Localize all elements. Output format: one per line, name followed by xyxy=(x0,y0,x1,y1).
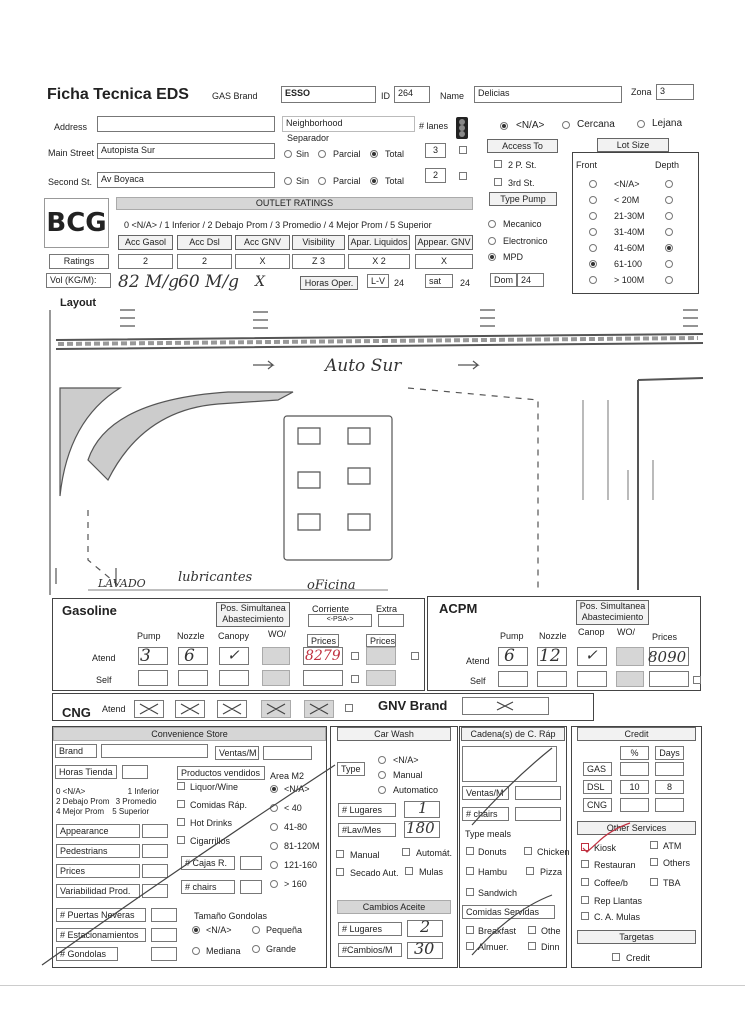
meal-chicken-label: Chicken xyxy=(537,847,570,857)
main-street-label: Main Street xyxy=(48,148,95,158)
second-total-radio[interactable] xyxy=(370,177,378,185)
convenience-store-title: Convenience Store xyxy=(53,727,326,741)
main-sin-label: Sin xyxy=(296,149,310,159)
store-chairs-label: # chairs xyxy=(181,880,235,894)
outlet-ratings-title: OUTLET RATINGS xyxy=(116,197,473,210)
store-estac-label: # Estacionamientos xyxy=(56,928,146,942)
gasoline-self-label: Self xyxy=(96,675,112,685)
address-label: Address xyxy=(54,122,88,132)
layout-street-label: Auto Sur xyxy=(325,356,402,376)
lot-depth-label: Depth xyxy=(655,160,680,170)
lot-size-label: 31-40M xyxy=(614,227,645,237)
meal-hambu-label: Hambu xyxy=(478,867,508,877)
store-product-label: Comidas Ráp. xyxy=(190,800,248,810)
lot-depth-radio[interactable] xyxy=(665,180,673,188)
vol-gnv-value: X xyxy=(255,274,265,290)
gasoline-psa-field[interactable]: <-PSA-> xyxy=(308,614,372,627)
car-wash-manual-radio[interactable] xyxy=(378,771,386,779)
acpm-prices-label: Prices xyxy=(652,632,678,642)
rating-column-header: Acc Dsl xyxy=(177,235,232,250)
layout-lubricantes-label: lubricantes xyxy=(178,570,253,585)
cadena-comidas-label: Comidas Servidas xyxy=(462,905,555,919)
store-scale-4: 4 Mejor Prom xyxy=(56,807,105,816)
store-rating-label: Prices xyxy=(56,864,140,878)
gasoline-wo-field[interactable] xyxy=(262,647,290,665)
lv-label: L-V xyxy=(367,274,389,288)
acpm-price-value: 8090 xyxy=(648,648,687,666)
lot-depth-radio[interactable] xyxy=(665,276,673,284)
kiosk-label: Kiosk xyxy=(594,843,617,853)
gasoline-extra-checkbox[interactable] xyxy=(411,652,419,660)
store-brand-label: Brand xyxy=(55,744,97,758)
acpm-atend-label: Atend xyxy=(466,656,490,666)
two-p-st-label: 2 P. St. xyxy=(508,160,537,170)
car-wash-type-label: Type xyxy=(337,762,365,776)
car-wash-lav-value: 180 xyxy=(406,819,435,837)
car-wash-auto-label: Automatico xyxy=(393,785,439,795)
ratings-label: Ratings xyxy=(49,254,109,269)
main-sin-radio[interactable] xyxy=(284,150,292,158)
targetas-title: Targetas xyxy=(577,930,696,944)
car-wash-lugares-value: 1 xyxy=(418,799,428,817)
store-scale-1: 1 Inferior xyxy=(127,787,160,796)
others-label: Others xyxy=(663,858,691,868)
second-lanes-checkbox[interactable] xyxy=(459,172,467,180)
lv-value: 24 xyxy=(394,278,405,288)
store-neveras-label: # Puertas Neveras xyxy=(56,908,146,922)
rating-column-header: Acc GNV xyxy=(235,235,290,250)
pump-electronico-label: Electronico xyxy=(503,236,548,246)
lot-front-radio[interactable] xyxy=(589,196,597,204)
gnv-brand-cross xyxy=(495,700,515,712)
credit-gas-days[interactable] xyxy=(655,762,684,776)
rating-value-field[interactable]: X xyxy=(235,254,290,269)
rating-column-header: Visibility xyxy=(292,235,345,250)
second-total-label: Total xyxy=(385,176,405,186)
car-wash-title: Car Wash xyxy=(337,727,451,741)
gasoline-self-extra[interactable] xyxy=(366,670,396,686)
layout-lavado-label: LAVADO xyxy=(98,577,146,590)
second-sin-radio[interactable] xyxy=(284,177,292,185)
cambios-mes-label: #Cambios/M xyxy=(338,943,402,957)
store-area-label: Area M2 xyxy=(270,771,305,781)
cadena-title: Cadena(s) de C. Ráp xyxy=(461,727,565,741)
zona-label: Zona xyxy=(631,87,652,97)
atm-label: ATM xyxy=(663,841,682,851)
traffic-light-icon xyxy=(454,116,470,140)
gasoline-nozzle-value: 6 xyxy=(184,646,195,666)
gasoline-pump-value: 3 xyxy=(140,646,151,666)
second-parcial-radio[interactable] xyxy=(318,177,326,185)
car-wash-lugares-label: # Lugares xyxy=(338,803,396,817)
coffee-checkbox[interactable] xyxy=(581,878,589,886)
name-label: Name xyxy=(440,91,465,101)
cambios-aceite-title: Cambios Aceite xyxy=(337,900,451,914)
lot-size-label: < 20M xyxy=(614,195,640,205)
rating-value-field[interactable]: X xyxy=(415,254,473,269)
lot-size-label: 21-30M xyxy=(614,211,645,221)
store-rating-label: Pedestrians xyxy=(56,844,140,858)
store-cajas-label: # Cajas R. xyxy=(181,856,235,870)
dom-label: Dom xyxy=(490,273,517,287)
rating-column-header: Acc Gasol xyxy=(118,235,173,250)
almuer-label: Almuer. xyxy=(478,942,509,952)
gasoline-pos-button[interactable]: Pos. Simultanea Abastecimiento xyxy=(216,602,290,627)
cambios-mes-value: 30 xyxy=(414,939,435,958)
car-wash-manual-label: Manual xyxy=(393,770,423,780)
gondola-pequena-label: Pequeña xyxy=(266,925,303,935)
credit-days-label: Days xyxy=(655,746,684,760)
store-product-label: Cigarrillos xyxy=(190,836,231,846)
access-cercana-radio[interactable] xyxy=(562,121,570,129)
cadena-ventas-label: Ventas/M xyxy=(462,786,509,800)
car-wash-mulas-checkbox[interactable] xyxy=(405,867,413,875)
meal-sandwich-label: Sandwich xyxy=(478,888,518,898)
other-services-title: Other Services xyxy=(577,821,696,835)
car-wash-na-radio[interactable] xyxy=(378,756,386,764)
lot-front-radio[interactable] xyxy=(589,180,597,188)
lot-size-label: > 100M xyxy=(614,275,645,285)
id-field[interactable]: 264 xyxy=(394,86,430,103)
lot-depth-radio[interactable] xyxy=(665,244,673,252)
car-wash-mulas-label: Mulas xyxy=(419,867,444,877)
gasoline-extra-price-field[interactable] xyxy=(366,647,396,665)
credit-pct-label: % xyxy=(620,746,649,760)
layout-label: Layout xyxy=(60,297,97,309)
address-field[interactable] xyxy=(97,116,275,132)
store-scale-5: 5 Superior xyxy=(112,807,150,816)
store-rating-label: Variabilidad Prod. xyxy=(56,884,140,898)
access-na-radio[interactable] xyxy=(500,122,508,130)
store-scale-3: 3 Promedio xyxy=(115,797,157,806)
gasoline-extra-field[interactable] xyxy=(378,614,404,627)
acpm-self-label: Self xyxy=(470,676,486,686)
acpm-nozzle-label: Nozzle xyxy=(539,631,567,641)
gas-brand-label: GAS Brand xyxy=(212,91,258,101)
gasoline-title: Gasoline xyxy=(62,603,117,618)
zona-field[interactable]: 3 xyxy=(656,84,694,100)
credit-cng-days[interactable] xyxy=(655,798,684,812)
name-field[interactable]: Delicias xyxy=(474,86,622,103)
store-tamano-label: Tamaño Gondolas xyxy=(194,911,268,921)
gondola-na-label: <N/A> xyxy=(206,925,232,935)
others-checkbox[interactable] xyxy=(650,858,658,866)
coffee-label: Coffee/b xyxy=(594,878,628,888)
main-lanes-field[interactable]: 3 xyxy=(425,143,446,158)
car-wash-secado-checkbox[interactable] xyxy=(336,868,344,876)
acpm-self-pump[interactable] xyxy=(498,671,528,687)
rep-llantas-label: Rep Llantas xyxy=(594,896,643,906)
store-product-label: Hot Drinks xyxy=(190,818,233,828)
car-wash-secado-label: Secado Aut. xyxy=(350,868,399,878)
store-horas-label: Horas Tienda xyxy=(55,765,117,779)
acpm-pump-value: 6 xyxy=(504,646,515,666)
pump-electronico-radio[interactable] xyxy=(488,237,496,245)
gondola-grande-label: Grande xyxy=(266,944,297,954)
car-wash-na-label: <N/A> xyxy=(393,755,419,765)
separador-label: Separador xyxy=(287,133,330,143)
store-area-label: 81-120M xyxy=(284,841,320,851)
rep-llantas-checkbox[interactable] xyxy=(581,896,589,904)
id-label: ID xyxy=(381,91,390,101)
lot-depth-radio[interactable] xyxy=(665,212,673,220)
ca-mulas-checkbox[interactable] xyxy=(581,912,589,920)
acpm-wo-label: WO/ xyxy=(617,627,635,637)
credit-dsl-days[interactable]: 8 xyxy=(655,780,684,794)
gasoline-self-canopy[interactable] xyxy=(219,670,249,686)
rating-value-field[interactable]: 2 xyxy=(118,254,173,269)
store-gondolas-label: # Gondolas xyxy=(56,947,118,961)
store-area-label: 41-80 xyxy=(284,822,308,832)
acpm-nozzle-value: 12 xyxy=(539,646,561,666)
gasoline-prices2-label: Prices xyxy=(366,634,396,647)
lot-front-label: Front xyxy=(576,160,598,170)
vol-dsl-value: 60 M/g xyxy=(178,272,240,292)
type-pump-button[interactable]: Type Pump xyxy=(489,192,557,206)
acpm-self-checkbox[interactable] xyxy=(693,676,701,684)
gasoline-canopy-value: ✓ xyxy=(227,646,240,664)
lot-size-label: 41-60M xyxy=(614,243,645,253)
credit-dsl-label: DSL xyxy=(583,780,612,794)
lot-size-label: 61-100 xyxy=(614,259,643,269)
third-st-checkbox[interactable] xyxy=(494,178,502,186)
acpm-canop-label: Canop xyxy=(578,627,605,637)
gasoline-pump-label: Pump xyxy=(137,631,161,641)
access-lejana-label: Lejana xyxy=(652,118,683,129)
rating-scale: 0 <N/A> / 1 Inferior / 2 Debajo Prom / 3 Promedio / 4 Mejor Prom / 5 Superior xyxy=(124,220,432,230)
site-layout-sketch xyxy=(48,300,708,600)
credit-card-checkbox[interactable] xyxy=(612,953,620,961)
acpm-wo-field[interactable] xyxy=(616,647,644,666)
gasoline-self-checkbox[interactable] xyxy=(351,675,359,683)
bcg-logo: BCG xyxy=(44,198,109,248)
cambios-lugares-value: 2 xyxy=(420,917,431,936)
lanes-label: # lanes xyxy=(419,121,449,131)
store-area-label: 121-160 xyxy=(284,860,318,870)
atm-checkbox[interactable] xyxy=(650,841,658,849)
restauran-label: Restauran xyxy=(594,860,636,870)
cadena-type-meals-label: Type meals xyxy=(465,829,512,839)
lot-size-title: Lot Size xyxy=(597,138,669,152)
meal-donuts-label: Donuts xyxy=(478,847,507,857)
rating-value-field[interactable]: Z 3 xyxy=(292,254,345,269)
car-wash-automat-checkbox[interactable] xyxy=(402,848,410,856)
lot-size-panel xyxy=(572,152,699,294)
rating-column-header: Appear. GNV xyxy=(415,235,473,250)
main-parcial-radio[interactable] xyxy=(318,150,326,158)
credit-cng-label: CNG xyxy=(583,798,612,812)
store-brand-field[interactable] xyxy=(101,744,208,758)
car-wash-lav-label: #Lav/Mes xyxy=(338,823,396,837)
lot-depth-radio[interactable] xyxy=(665,228,673,236)
gasoline-extra-label: Extra xyxy=(376,604,398,614)
cng-checkbox[interactable] xyxy=(345,704,353,712)
car-wash-manual-checkbox[interactable] xyxy=(336,850,344,858)
gasoline-self-pump[interactable] xyxy=(138,670,168,686)
second-sin-label: Sin xyxy=(296,176,310,186)
car-wash-manual2-label: Manual xyxy=(350,850,380,860)
main-parcial-label: Parcial xyxy=(333,149,361,159)
lot-front-radio[interactable] xyxy=(589,276,597,284)
pump-mpd-radio[interactable] xyxy=(488,253,496,261)
gasoline-prices-label: Prices xyxy=(307,634,339,647)
car-wash-auto-radio[interactable] xyxy=(378,786,386,794)
lot-front-radio[interactable] xyxy=(589,260,597,268)
gasoline-corriente-checkbox[interactable] xyxy=(351,652,359,660)
breakfast-label: Breakfast xyxy=(478,926,517,936)
gasoline-price-value: 8279 xyxy=(305,648,341,664)
store-area-label: > 160 xyxy=(284,879,307,889)
second-lanes-field[interactable]: 2 xyxy=(425,168,446,183)
gasoline-self-nozzle[interactable] xyxy=(178,670,208,686)
acpm-pump-label: Pump xyxy=(500,631,524,641)
kiosk-check-mark xyxy=(575,815,635,855)
two-p-st-checkbox[interactable] xyxy=(494,160,502,168)
restauran-checkbox[interactable] xyxy=(581,860,589,868)
acpm-self-price[interactable] xyxy=(649,671,689,687)
acpm-title: ACPM xyxy=(439,601,478,616)
page-bottom-rule xyxy=(0,985,745,986)
credit-title: Credit xyxy=(577,727,696,741)
main-lanes-checkbox[interactable] xyxy=(459,146,467,154)
gasoline-self-wo[interactable] xyxy=(262,670,290,686)
rating-value-field[interactable]: 2 xyxy=(177,254,232,269)
pump-mecanico-label: Mecanico xyxy=(503,219,542,229)
dom-value: 24 xyxy=(517,273,544,287)
vol-label: Vol (KG/M): xyxy=(46,273,111,288)
credit-gas-pct[interactable] xyxy=(620,762,649,776)
cadena-chairs-label: # chairs xyxy=(462,807,509,821)
acpm-self-wo[interactable] xyxy=(616,671,644,687)
rating-column-header: Apar. Liquidos xyxy=(348,235,410,250)
othe-label: Othe xyxy=(541,926,561,936)
dinn-label: Dinn xyxy=(541,942,560,952)
gasoline-corriente-label: Corriente xyxy=(312,604,350,614)
layout-oficina-label: oFicina xyxy=(307,578,356,593)
cng-crossed-marks xyxy=(134,700,334,718)
cng-atend-label: Atend xyxy=(102,704,126,714)
third-st-label: 3rd St. xyxy=(508,178,535,188)
store-rating-label: Appearance xyxy=(56,824,140,838)
pump-mecanico-radio[interactable] xyxy=(488,220,496,228)
store-strike-line xyxy=(40,760,340,970)
gasoline-wo-label: WO/ xyxy=(268,629,286,639)
sat-label: sat xyxy=(425,274,453,288)
gnv-brand-label: GNV Brand xyxy=(378,698,448,713)
neighborhood-field[interactable]: Neighborhood xyxy=(282,116,415,132)
main-total-radio[interactable] xyxy=(370,150,378,158)
gas-brand-field[interactable]: ESSO xyxy=(281,86,376,103)
cadena-strike-lines xyxy=(462,740,562,960)
cng-title: CNG xyxy=(62,705,91,720)
horas-oper-button[interactable]: Horas Oper. xyxy=(300,276,358,290)
store-ventas-field[interactable] xyxy=(263,746,312,760)
acpm-canopy-value: ✓ xyxy=(585,646,598,664)
store-scale-2: 2 Debajo Prom xyxy=(56,797,110,806)
vol-gasol-value: 82 M/g xyxy=(118,272,180,292)
credit-gas-label: GAS xyxy=(583,762,612,776)
second-street-field[interactable]: Av Boyaca xyxy=(97,172,275,188)
lot-size-label: <N/A> xyxy=(614,179,640,189)
access-lejana-radio[interactable] xyxy=(637,120,645,128)
rating-value-field[interactable]: X 2 xyxy=(348,254,410,269)
acpm-pos-button[interactable]: Pos. Simultanea Abastecimiento xyxy=(576,600,649,625)
main-street-field[interactable]: Autopista Sur xyxy=(97,143,275,159)
acpm-self-nozzle[interactable] xyxy=(537,671,567,687)
ca-mulas-label: C. A. Mulas xyxy=(594,912,641,922)
gasoline-self-price[interactable] xyxy=(303,670,343,686)
second-parcial-label: Parcial xyxy=(333,176,361,186)
main-total-label: Total xyxy=(385,149,405,159)
store-productos-label: Productos vendidos xyxy=(177,766,265,780)
lot-depth-radio[interactable] xyxy=(665,196,673,204)
meal-pizza-label: Pizza xyxy=(540,867,563,877)
tba-checkbox[interactable] xyxy=(650,878,658,886)
store-ventas-label: Ventas/M xyxy=(215,746,259,760)
page-title: Ficha Tecnica EDS xyxy=(47,86,189,103)
gasoline-canopy-label: Canopy xyxy=(218,631,250,641)
gasoline-atend-label: Atend xyxy=(92,653,116,663)
store-area-label: <N/A> xyxy=(284,784,310,794)
access-to-button[interactable]: Access To xyxy=(487,139,558,153)
gondola-mediana-label: Mediana xyxy=(206,946,241,956)
car-wash-automat-label: Automát. xyxy=(416,848,453,858)
store-product-label: Liquor/Wine xyxy=(190,782,239,792)
cambios-lugares-label: # Lugares xyxy=(338,922,402,936)
acpm-self-canopy[interactable] xyxy=(577,671,607,687)
pump-mpd-label: MPD xyxy=(503,252,523,262)
credit-card-label: Credit xyxy=(626,953,651,963)
access-cercana-label: Cercana xyxy=(577,119,615,130)
store-scale-0: 0 <N/A> xyxy=(56,787,86,796)
store-area-label: < 40 xyxy=(284,803,302,813)
lot-depth-radio[interactable] xyxy=(665,260,673,268)
second-street-label: Second St. xyxy=(48,177,93,187)
gasoline-nozzle-label: Nozzle xyxy=(177,631,205,641)
access-na-label: <N/A> xyxy=(516,120,545,131)
lot-front-radio[interactable] xyxy=(589,228,597,236)
credit-dsl-pct[interactable]: 10 xyxy=(620,780,649,794)
lot-front-radio[interactable] xyxy=(589,212,597,220)
tba-label: TBA xyxy=(663,878,681,888)
credit-cng-pct[interactable] xyxy=(620,798,649,812)
sat-value: 24 xyxy=(460,278,471,288)
lot-front-radio[interactable] xyxy=(589,244,597,252)
